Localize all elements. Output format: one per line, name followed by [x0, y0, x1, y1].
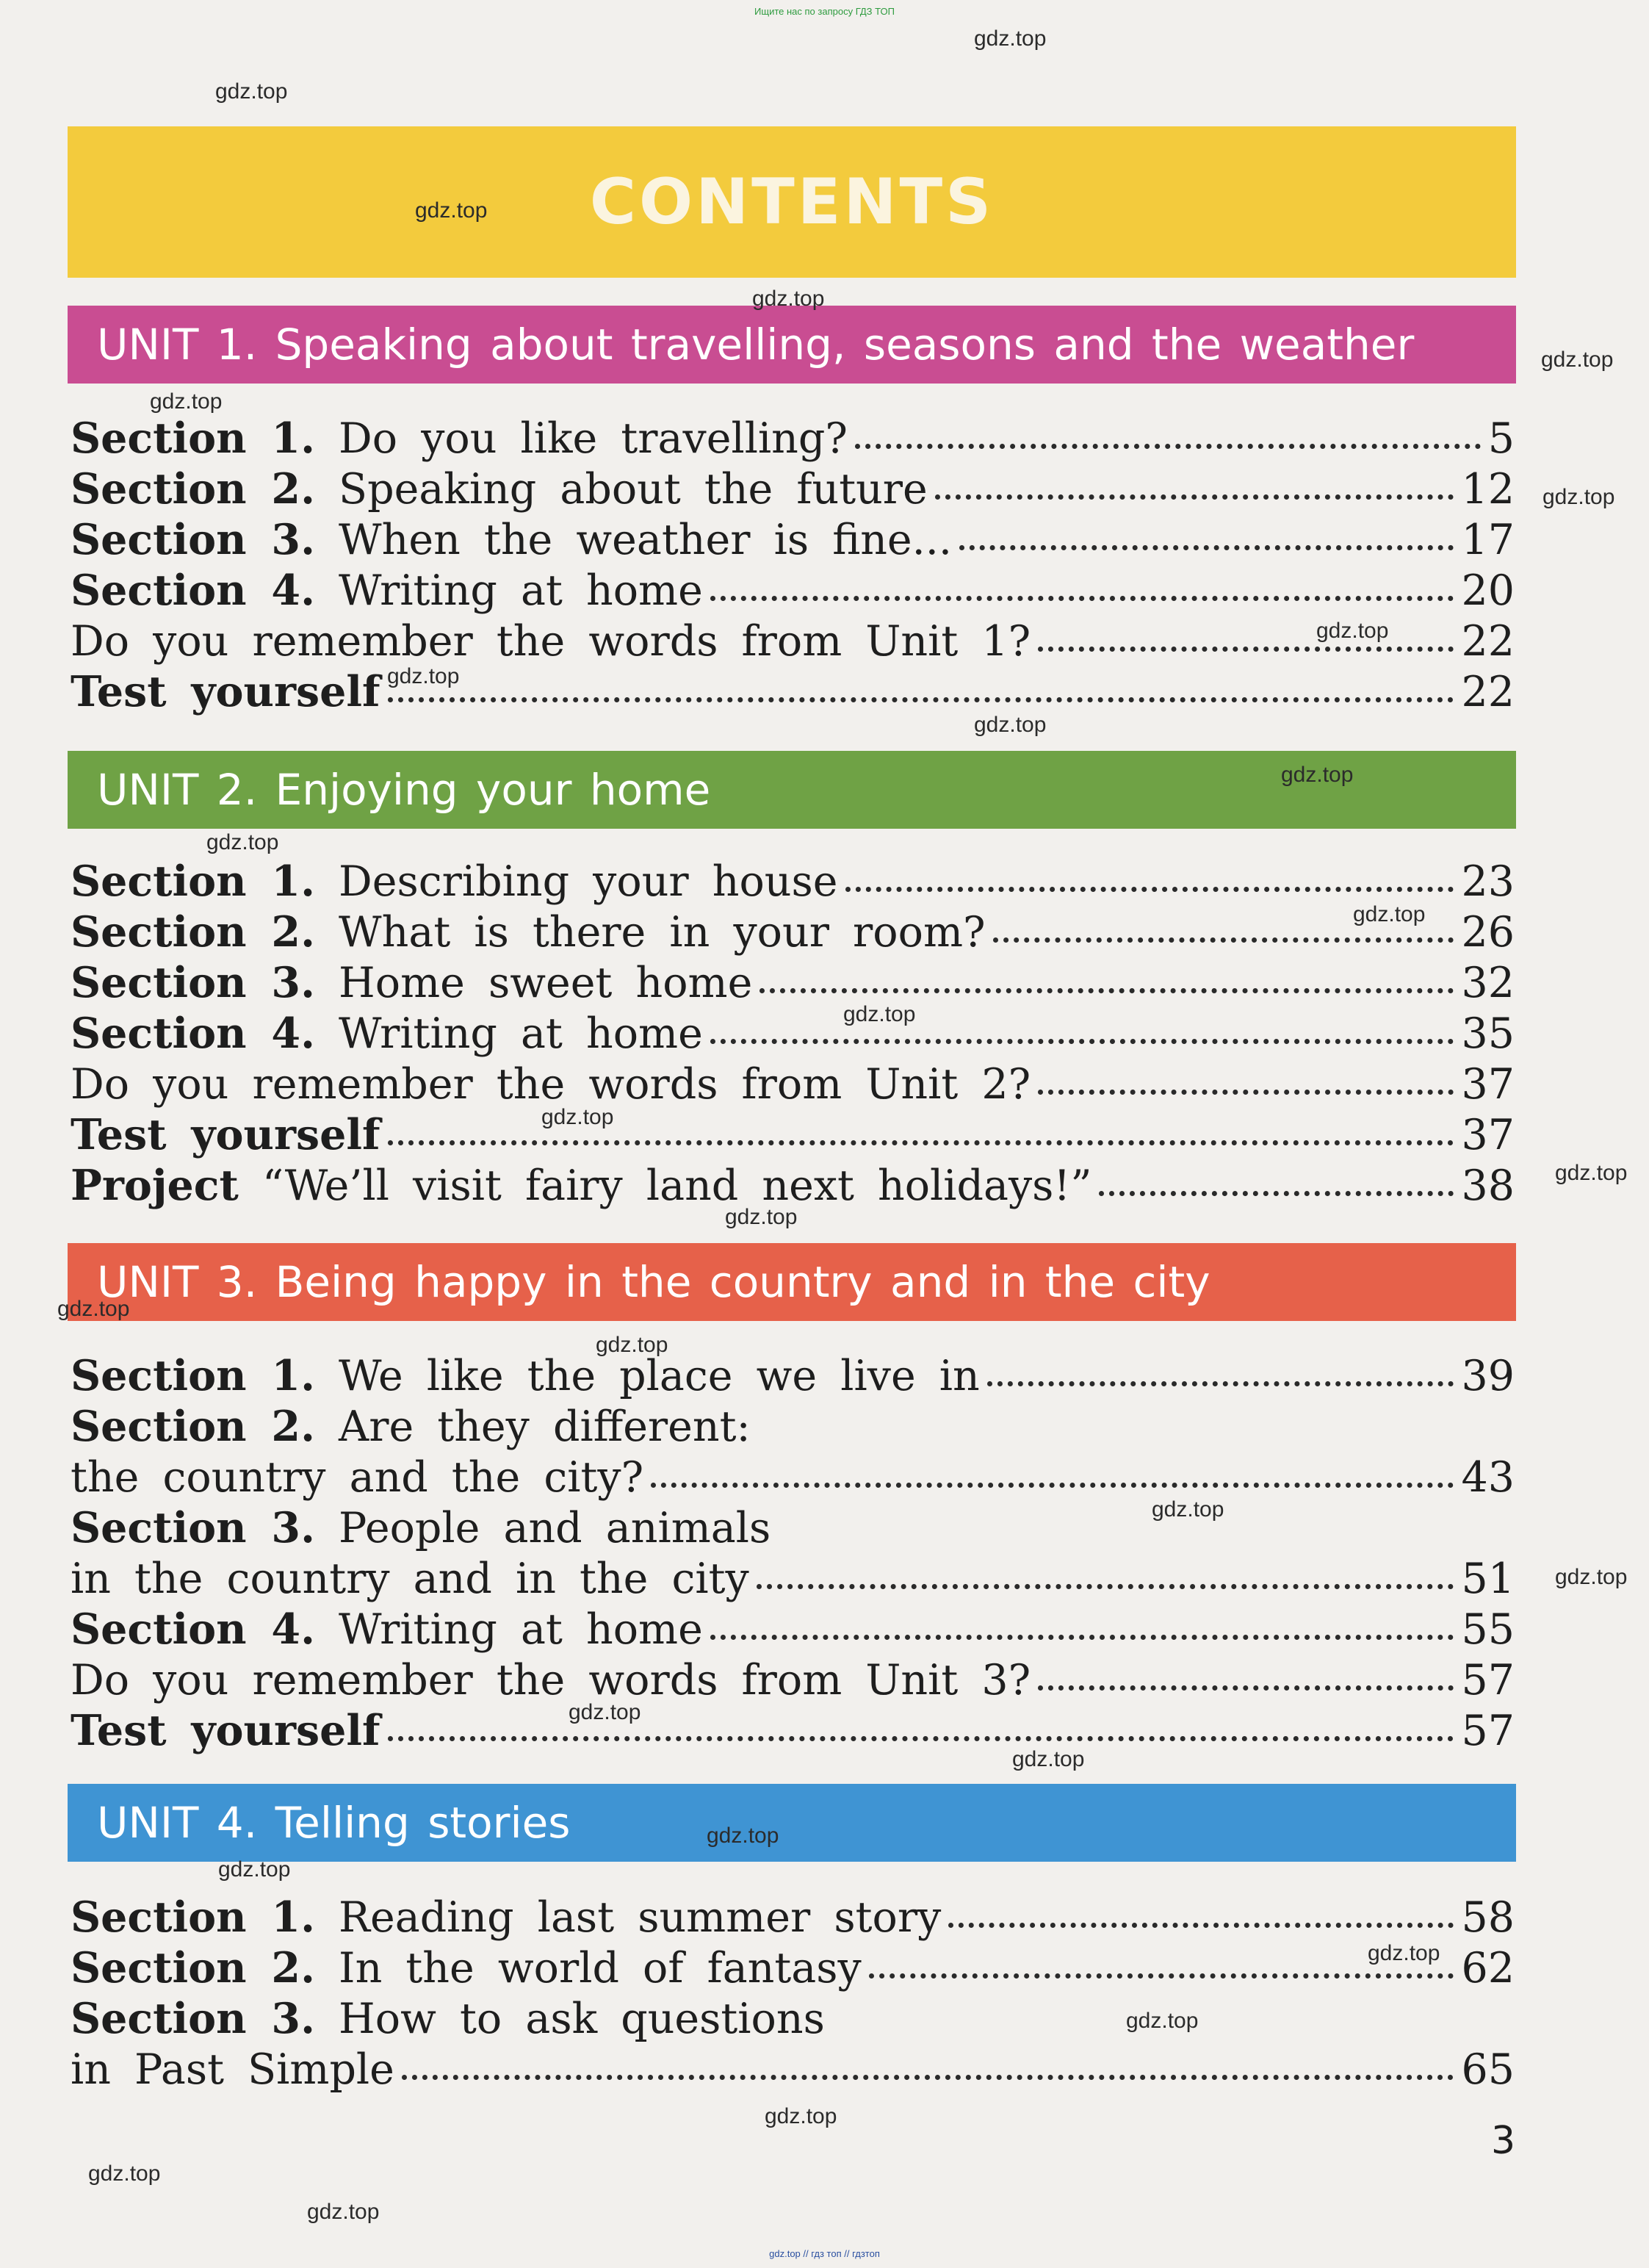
entry-section: Project — [71, 1161, 239, 1210]
toc-entry[interactable] — [71, 907, 1515, 957]
toc-entry[interactable] — [71, 1705, 1515, 1756]
watermark: gdz.top — [1541, 348, 1614, 372]
entry-title: in the country and in the city — [71, 1555, 749, 1603]
entry-title: Do you remember the words from Unit 1? — [71, 617, 1031, 666]
unit-1-header — [68, 306, 1516, 384]
unit-1-title: UNIT 1. Speaking about travelling, seasons and the weather — [97, 320, 1415, 370]
entry-page: 5 — [1487, 414, 1515, 463]
entry-section: Section 1. — [71, 414, 315, 463]
watermark: gdz.top — [150, 389, 223, 414]
entry-page: 32 — [1461, 959, 1515, 1007]
leader-dots — [388, 697, 1454, 702]
entry-page: 20 — [1461, 566, 1515, 615]
watermark: gdz.top — [206, 830, 279, 854]
entry-section: Section 1. — [71, 1893, 315, 1942]
entry-page: 37 — [1461, 1060, 1515, 1109]
entry-section: Section 2. — [71, 464, 315, 514]
toc-entry[interactable] — [71, 616, 1515, 666]
watermark: gdz.top — [415, 198, 488, 223]
watermark: gdz.top — [752, 287, 825, 311]
entry-title: Do you like travelling? — [314, 414, 848, 463]
watermark: gdz.top — [1012, 1747, 1085, 1771]
entry-page: 39 — [1461, 1352, 1515, 1400]
watermark: gdz.top — [57, 1297, 130, 1321]
entry-title: Reading last summer story — [314, 1893, 942, 1942]
entry-page: 23 — [1461, 857, 1515, 906]
entry-page: 38 — [1461, 1162, 1515, 1210]
leader-dots — [388, 1140, 1454, 1145]
leader-dots — [948, 1923, 1454, 1928]
watermark: gdz.top — [88, 2161, 161, 2186]
unit-2-title: UNIT 2. Enjoying your home — [97, 765, 711, 815]
entry-page: 12 — [1461, 465, 1515, 514]
watermark: gdz.top — [974, 26, 1047, 51]
entry-section: Section 4. — [71, 566, 315, 615]
watermark: gdz.top — [596, 1333, 668, 1357]
entry-page: 35 — [1461, 1009, 1515, 1058]
watermark: gdz.top — [1353, 902, 1426, 926]
toc-entry[interactable] — [71, 464, 1515, 514]
toc-entry[interactable] — [71, 1059, 1515, 1109]
entry-title: Are they different: — [314, 1403, 751, 1451]
leader-dots — [993, 937, 1454, 943]
entry-section: Section 3. — [71, 958, 315, 1007]
unit-4-header — [68, 1784, 1516, 1862]
leader-dots — [710, 1039, 1454, 1044]
entry-page: 65 — [1461, 2045, 1515, 2094]
unit-3-toc — [71, 1350, 1515, 1756]
footer-note[interactable]: gdz.top // гдз топ // гдзтоп — [769, 2248, 880, 2259]
entry-page: 62 — [1461, 1944, 1515, 1992]
leader-dots — [1038, 1685, 1454, 1691]
entry-page: 26 — [1461, 908, 1515, 957]
entry-title: In the world of fantasy — [314, 1944, 862, 1992]
unit-3-header — [68, 1243, 1516, 1321]
watermark: gdz.top — [1126, 2009, 1199, 2033]
entry-section: Test yourself — [71, 667, 380, 716]
entry-section: Section 3. — [71, 1503, 315, 1552]
watermark: gdz.top — [387, 664, 460, 688]
watermark: gdz.top — [541, 1105, 614, 1129]
toc-entry[interactable] — [71, 1943, 1515, 1993]
contents-title: CONTENTS — [589, 165, 995, 239]
entry-page: 57 — [1461, 1656, 1515, 1704]
entry-title: What is there in your room? — [314, 908, 986, 957]
watermark: gdz.top — [218, 1857, 291, 1882]
entry-title: in Past Simple — [71, 2045, 394, 2094]
entry-section: Section 4. — [71, 1009, 315, 1058]
watermark: gdz.top — [1316, 619, 1389, 643]
unit-3-title: UNIT 3. Being happy in the country and in the city — [97, 1257, 1210, 1307]
entry-page: 22 — [1461, 617, 1515, 666]
toc-entry[interactable] — [71, 666, 1515, 717]
entry-page: 58 — [1461, 1893, 1515, 1942]
entry-page: 57 — [1461, 1707, 1515, 1755]
entry-title: Speaking about the future — [314, 465, 928, 514]
entry-title: Writing at home — [314, 1009, 703, 1058]
leader-dots — [402, 2075, 1454, 2080]
watermark: gdz.top — [765, 2104, 837, 2128]
watermark: gdz.top — [843, 1002, 916, 1026]
entry-section: Section 2. — [71, 907, 315, 957]
leader-dots — [1099, 1191, 1454, 1196]
entry-page: 43 — [1461, 1453, 1515, 1502]
entry-title: We like the place we live in — [314, 1352, 980, 1400]
toc-entry[interactable] — [71, 2044, 1515, 2095]
watermark: gdz.top — [1542, 485, 1615, 509]
leader-dots — [759, 988, 1454, 993]
entry-section: Section 1. — [71, 857, 315, 906]
toc-entry[interactable] — [71, 1452, 1515, 1502]
toc-entry[interactable] — [71, 1350, 1515, 1401]
top-note[interactable]: Ищите нас по запросу ГДЗ ТОП — [754, 6, 895, 17]
leader-dots — [651, 1483, 1454, 1488]
entry-title: Writing at home — [314, 1605, 703, 1654]
watermark: gdz.top — [1555, 1161, 1628, 1185]
entry-title: “We’ll visit fairy land next holidays!” — [238, 1162, 1092, 1210]
entry-title: Do you remember the words from Unit 2? — [71, 1060, 1031, 1109]
toc-entry[interactable] — [71, 514, 1515, 565]
leader-dots — [959, 545, 1454, 550]
leader-dots — [935, 494, 1454, 500]
toc-entry[interactable] — [71, 856, 1515, 907]
toc-entry[interactable] — [71, 1604, 1515, 1655]
entry-section: Test yourself — [71, 1110, 380, 1159]
toc-entry[interactable] — [71, 1008, 1515, 1059]
watermark: gdz.top — [1281, 763, 1354, 787]
entry-title: Home sweet home — [314, 959, 753, 1007]
leader-dots — [757, 1584, 1454, 1589]
unit-2-toc — [71, 856, 1515, 1211]
entry-title: the country and the city? — [71, 1453, 644, 1502]
watermark: gdz.top — [707, 1824, 779, 1848]
entry-page: 55 — [1461, 1605, 1515, 1654]
contents-banner — [68, 126, 1516, 278]
entry-title: When the weather is fine... — [314, 516, 953, 564]
page-number: 3 — [1491, 2119, 1516, 2163]
entry-section: Section 2. — [71, 1943, 315, 1992]
entry-title: Describing your house — [314, 857, 838, 906]
entry-title: Writing at home — [314, 566, 703, 615]
entry-section: Section 4. — [71, 1605, 315, 1654]
entry-section: Section 3. — [71, 515, 315, 564]
toc-entry[interactable] — [71, 1655, 1515, 1705]
toc-entry[interactable] — [71, 1993, 1515, 2044]
entry-section: Section 1. — [71, 1351, 315, 1400]
leader-dots — [845, 887, 1454, 892]
entry-page: 17 — [1461, 516, 1515, 564]
toc-entry[interactable] — [71, 1160, 1515, 1211]
entry-section: Section 3. — [71, 1994, 315, 2043]
entry-page: 37 — [1461, 1111, 1515, 1159]
leader-dots — [710, 596, 1454, 601]
toc-entry[interactable] — [71, 957, 1515, 1008]
toc-entry[interactable] — [71, 1502, 1515, 1553]
watermark: gdz.top — [569, 1700, 641, 1724]
unit-4-toc — [71, 1892, 1515, 2095]
leader-dots — [1038, 647, 1454, 652]
unit-4-title: UNIT 4. Telling stories — [97, 1798, 571, 1848]
toc-entry[interactable] — [71, 1109, 1515, 1160]
entry-section: Test yourself — [71, 1706, 380, 1755]
leader-dots — [987, 1381, 1454, 1386]
toc-entry[interactable] — [71, 1553, 1515, 1604]
watermark: gdz.top — [307, 2200, 380, 2224]
leader-dots — [710, 1635, 1454, 1640]
unit-1-toc — [71, 413, 1515, 717]
entry-title: People and animals — [314, 1504, 771, 1552]
watermark: gdz.top — [1368, 1941, 1440, 1965]
entry-section: Section 2. — [71, 1402, 315, 1451]
leader-dots — [1038, 1090, 1454, 1095]
toc-entry[interactable] — [71, 1401, 1515, 1452]
toc-entry[interactable] — [71, 413, 1515, 464]
entry-title: Do you remember the words from Unit 3? — [71, 1656, 1031, 1704]
toc-entry[interactable] — [71, 565, 1515, 616]
watermark: gdz.top — [1555, 1565, 1628, 1589]
entry-page: 51 — [1461, 1555, 1515, 1603]
watermark: gdz.top — [725, 1205, 798, 1229]
leader-dots — [855, 444, 1481, 449]
toc-entry[interactable] — [71, 1892, 1515, 1943]
watermark: gdz.top — [974, 713, 1047, 737]
leader-dots — [869, 1973, 1454, 1979]
entry-title: How to ask questions — [314, 1995, 825, 2043]
watermark: gdz.top — [1152, 1497, 1224, 1522]
leader-dots — [388, 1736, 1454, 1741]
entry-page: 22 — [1461, 668, 1515, 716]
watermark: gdz.top — [215, 79, 288, 104]
